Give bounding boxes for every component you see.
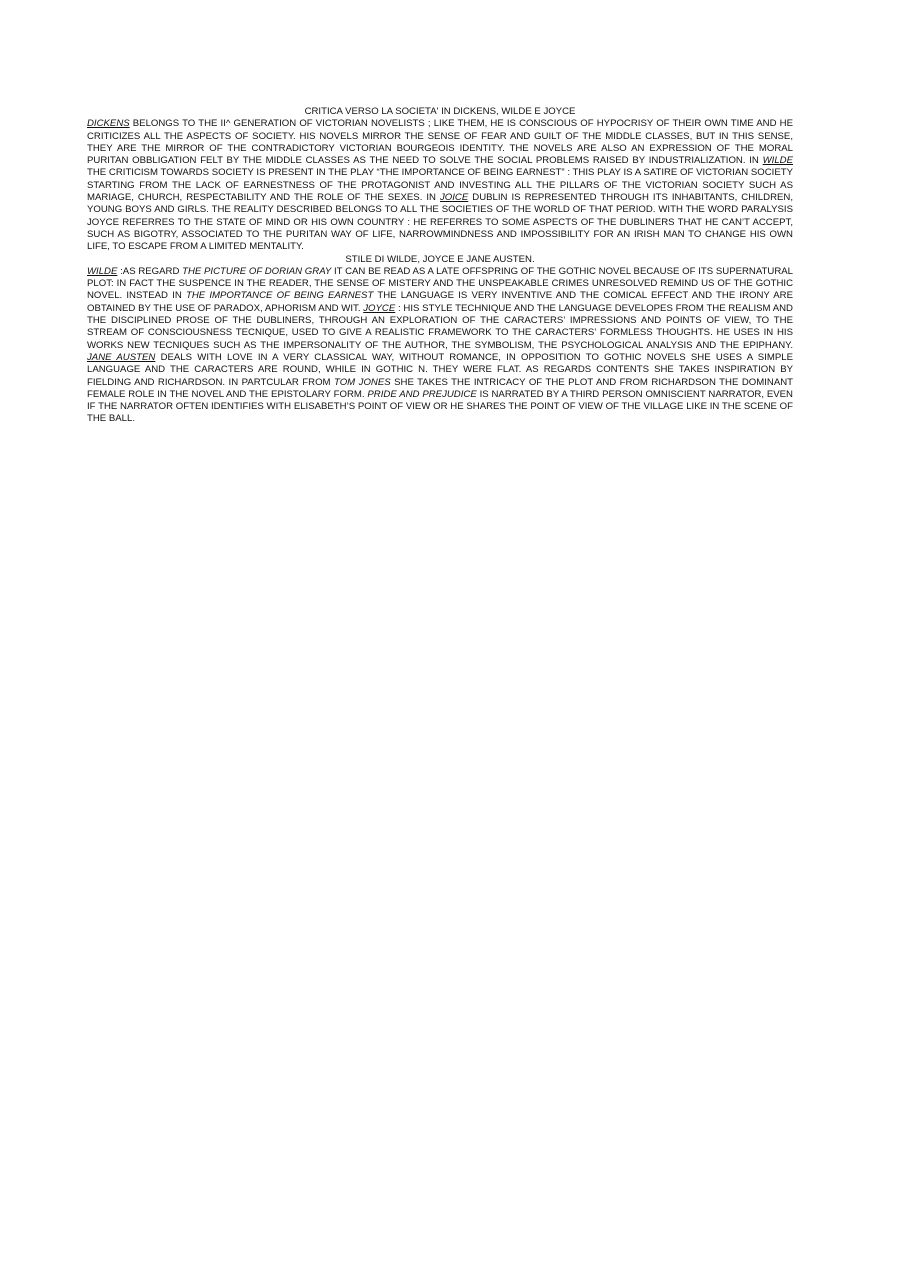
body-text: SHE TAKES THE INTRICACY OF THE PLOT AND FROM RICHARDSON THE DOMINANT FEMALE ROLE IN THE NOVEL AND THE EPISTOLARY FORM. (87, 376, 794, 400)
body-text: THE LANGUAGE IS VERY INVENTIVE AND THE COMICAL EFFECT AND THE IRONY ARE OBTAINED BY THE USE OF PARADOX, APHORISM AND WIT. (87, 290, 794, 314)
body-text: THE CRITICISM TOWARDS SOCIETY IS PRESENT IN THE PLAY “THE IMPORTANCE OF BEING EARNEST” : THIS PLAY IS A SATIRE OF VICTORIAN SOCIETY STARTING FROM THE LACK OF EARNESTNESS OF THE PROTAGONIST AND INVESTING ALL THE PILLARS OF THE VICTORIAN SOCIETY SUCH AS MARIAGE, CHURCH, RESPECTABILITY AND THE ROLE OF THE SEXES. IN (87, 167, 793, 204)
author-name-emphasis: WILDE (762, 155, 793, 167)
body-text: IT CAN BE READ AS A LATE OFFSPRING OF THE GOTHIC NOVEL BECAUSE OF ITS SUPERNATURAL PLOT: IN FACT THE SUSPENCE IN THE READER, THE SENSE OF MISTERY AND THE UNSPEAKABLE CRIMES UNRESOLVED REMIND US OF THE GOTHIC NOVEL. INSTEAD IN (87, 265, 793, 302)
work-title-emphasis: TOM JONES (334, 376, 391, 388)
author-name-emphasis: JOICE (440, 192, 469, 204)
body-text: IS NARRATED BY A THIRD PERSON OMNISCIENT NARRATOR, EVEN IF THE NARRATOR OFTEN IDENTIFIES WITH ELISABETH’S POINT OF VIEW OR HE SHARES THE POINT OF VIEW OF THE VILLAGE LIKE IN THE SCENE OF THE BALL. (87, 388, 793, 425)
document-page (87, 106, 793, 426)
section-title-stile: STILE DI WILDE, JOYCE E JANE AUSTEN. (345, 253, 535, 265)
author-name-emphasis: DICKENS (87, 118, 130, 130)
work-title-emphasis: THE PICTURE OF DORIAN GRAY (182, 265, 332, 277)
work-title-emphasis: PRIDE AND PREJUDICE (367, 388, 477, 400)
author-name-emphasis: JANE AUSTEN (87, 351, 156, 363)
section-title-critica: CRITICA VERSO LA SOCIETA' IN DICKENS, WILDE E JOYCE (304, 106, 576, 117)
body-text: : HIS STYLE TECHNIQUE AND THE LANGUAGE DEVELOPES FROM THE REALISM AND THE DISCIPLINED PROSE OF THE DUBLINERS, THROUGH AN EXPLORATION OF THE CARACTERS’ IMPRESSIONS AND POINTS OF VIEW, TO THE STREAM OF CONSCIOUSNESS TECNIQUE, USED TO GIVE A REALISTIC FRAMEWORK TO THE CARACTERS’ FORMLESS THOUGHTS. HE USES IN HIS WORKS NEW TECNIQUES SUCH AS THE IMPERSONALITY OF THE AUTHOR, THE SYMBOLISM, THE PSYCHOLOGICAL ANALYSIS AND THE EPIPHANY. (87, 302, 793, 351)
body-text: :AS REGARD (117, 265, 183, 277)
body-text: BELONGS TO THE II^ GENERATION OF VICTORIAN NOVELISTS ; LIKE THEM, HE IS CONSCIOUS OF HYPOCRISY OF THEIR OWN TIME AND HE CRITICIZES ALL THE ASPECTS OF SOCIETY. HIS NOVELS MIRROR THE SENSE OF FEAR AND GUILT OF THE MIDDLE CLASSES, BUT IN THIS SENSE, THEY ARE THE MIRROR OF THE CONTRADICTORY VICTORIAN BOURGEOIS IDENTITY. THE NOVELS ARE ALSO AN EXPRESSION OF THE MORAL PURITAN OBBLIGATION FELT BY THE MIDDLE CLASSES AS THE NEED TO SOLVE THE SOCIAL PROBLEMS RAISED BY INDUSTRIALIZATION. IN (87, 118, 793, 167)
work-title-emphasis: THE IMPORTANCE OF BEING EARNEST (185, 290, 374, 302)
author-name-emphasis: WILDE (87, 265, 118, 277)
body-text: DEALS WITH LOVE IN A VERY CLASSICAL WAY, WITHOUT ROMANCE, IN OPPOSITION TO GOTHIC NOVELS SHE USES A SIMPLE LANGUAGE AND THE CARACTERS ARE ROUND, WHILE IN GOTHIC N. THEY WERE FLAT. AS REGARDS CONTENTS SHE TAKES INSPIRATION BY FIELDING AND RICHARDSON. IN PARTCULAR FROM (87, 351, 793, 388)
paragraph-stile (87, 266, 793, 426)
body-text: DUBLIN IS REPRESENTED THROUGH ITS INHABITANTS, CHILDREN, YOUNG BOYS AND GIRLS. THE REALITY DESCRIBED BELONGS TO ALL THE SOCIETIES OF THE WORLD OF THAT PERIOD. WITH THE WORD PARALYSIS JOYCE REFERRES TO THE STATE OF MIND OR HIS OWN COUNTRY : HE REFERRES TO SOME ASPECTS OF THE DUBLINERS THAT HE CAN’T ACCEPT, SUCH AS BIGOTRY, ASSOCIATED TO THE PURITAN WAY OF LIFE, NARROWMINDNESS AND IMPOSSIBILITY FOR AN IRISH MAN TO CHANGE HIS OWN LIFE, TO ESCAPE FROM A LIMITED MENTALITY. (87, 192, 793, 253)
paragraph-critica (87, 118, 793, 253)
author-name-emphasis: JOYCE (363, 302, 396, 314)
